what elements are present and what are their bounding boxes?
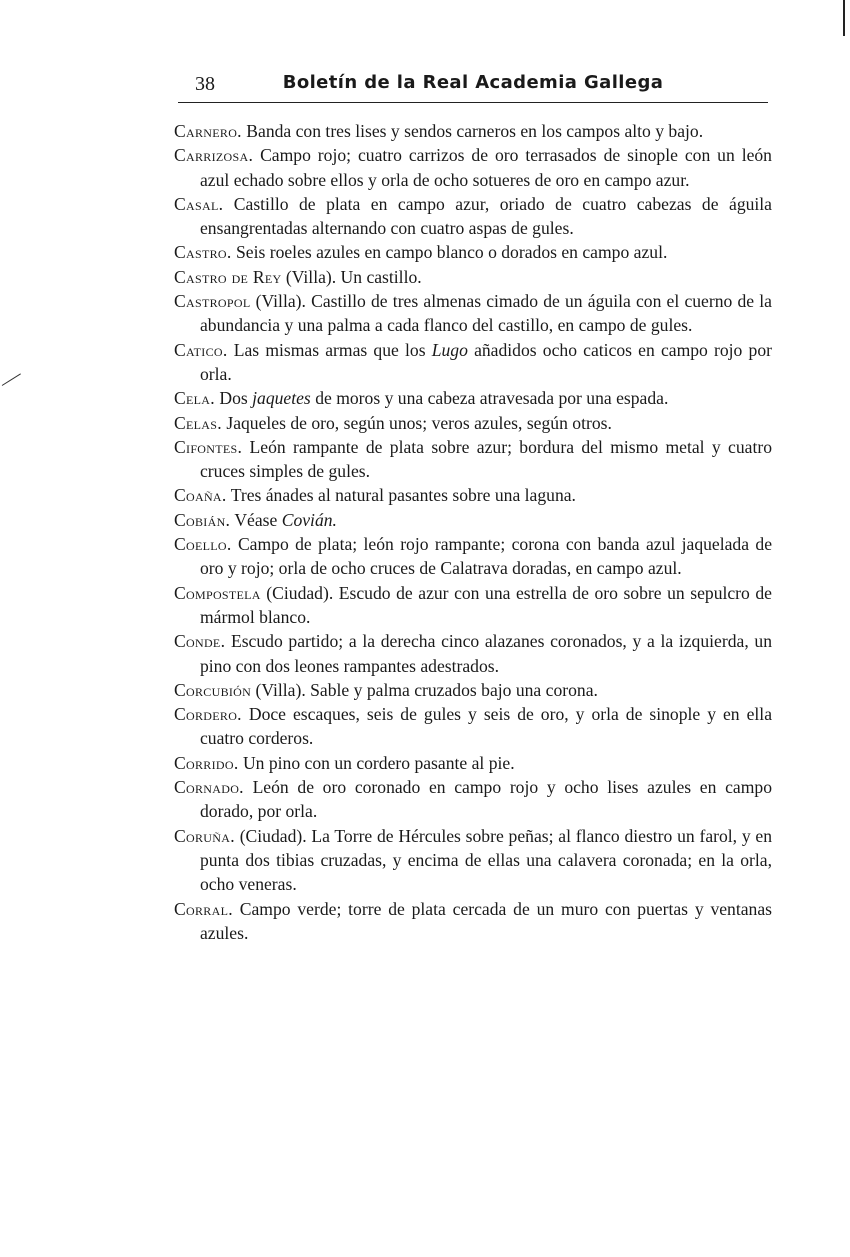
entry	[174, 411, 772, 435]
entry-text: Tres ánades al natural pasantes sobre una laguna.	[230, 485, 576, 506]
entry-italic-text: Covián.	[281, 509, 337, 530]
entry	[174, 581, 772, 630]
entry-list	[174, 119, 772, 945]
entry	[174, 265, 772, 289]
entry-headword: Cifontes.	[174, 436, 243, 457]
entry	[174, 289, 772, 338]
entry	[174, 338, 772, 387]
entry-headword: Casal.	[174, 193, 224, 214]
entry-headword: Carnero.	[174, 121, 242, 141]
entry	[174, 483, 772, 507]
entry-text: Las mismas armas que los	[233, 339, 426, 360]
entry	[174, 119, 772, 143]
entry-text: Véase	[234, 509, 278, 530]
entry-text: Doce escaques, seis de gules y seis de oro, y orla de sinople y en ella cuatro corderos.	[200, 704, 772, 749]
entry-text: Un pino con un cordero pasante al pie.	[242, 752, 515, 773]
entry-headword: Castro.	[174, 242, 232, 263]
entry-italic-text: Lugo	[431, 339, 468, 360]
page-edge-mark	[843, 0, 845, 36]
entry-text: Escudo partido; a la derecha cinco alazanes coronados, y a la izquierda, un pino con dos leones rampantes adestrados.	[200, 631, 772, 676]
entry-text: Seis roeles azules en campo blanco o dorados en campo azul.	[235, 242, 668, 263]
entry	[174, 435, 772, 484]
entry-headword: Coaña.	[174, 485, 227, 506]
entry	[174, 386, 772, 410]
margin-pencil-mark	[2, 373, 21, 386]
entry	[174, 702, 772, 751]
entry-text: (Villa). Castillo de tres almenas cimado de un águila con el cuerno de la abundancia y una palma a cada flanco del castillo, en campo de gules.	[200, 291, 772, 336]
entry	[174, 508, 772, 532]
entry	[174, 240, 772, 264]
entry-headword: Corcubión	[174, 679, 252, 700]
entry-text: (Ciudad). La Torre de Hércules sobre peñas; al flanco diestro un farol, y en punta dos tibias cruzadas, y encima de ellas una calavera coronada; en la orla, ocho veneras.	[200, 825, 773, 895]
entry-text: Campo rojo; cuatro carrizos de oro terrasados de sinople con un león azul echado sobre ellos y orla de ocho sotueres de oro en campo azur.	[200, 145, 772, 190]
entry	[174, 532, 772, 581]
entry-headword: Castropol	[174, 291, 251, 312]
entry-headword: Carrizosa.	[174, 145, 254, 166]
page-header	[178, 68, 768, 103]
running-title: Boletín de la Real Academia Gallega	[282, 72, 664, 93]
entry	[174, 775, 772, 824]
entry-headword: Coello.	[174, 534, 232, 555]
entry-text: añadidos ocho caticos en campo rojo por orla.	[200, 339, 772, 384]
entry	[174, 629, 772, 678]
entry-text: de moros y una cabeza atravesada por una espada.	[315, 388, 669, 409]
entry	[174, 751, 772, 775]
entry-text: León rampante de plata sobre azur; bordura del mismo metal y cuatro cruces simples de gules.	[200, 436, 772, 482]
entry-text: Jaqueles de oro, según unos; veros azules, según otros.	[226, 412, 612, 433]
entry-headword: Cela.	[174, 388, 215, 409]
entry-text: (Ciudad). Escudo de azur con una estrella de oro sobre un sepulcro de mármol blanco.	[200, 582, 772, 627]
entry	[174, 824, 772, 897]
entry-headword: Conde.	[174, 631, 226, 652]
entry-headword: Corrido.	[174, 752, 239, 773]
entry-text: (Villa). Sable y palma cruzados bajo una corona.	[255, 679, 598, 700]
entry	[174, 192, 772, 241]
entry-text: Castillo de plata en campo azur, oriado de cuatro cabezas de águila ensangrentadas alternando con cuatro aspas de gules.	[200, 193, 772, 239]
entry-headword: Catico.	[174, 339, 228, 360]
entry-headword: Castro de Rey	[174, 266, 282, 287]
entry-italic-text: jaquetes	[252, 388, 311, 409]
page-number: 38	[195, 73, 215, 95]
entry-text: Campo de plata; león rojo rampante; corona con banda azul jaquelada de oro y rojo; orla de ocho cruces de Calatrava doradas, en campo azul.	[200, 534, 773, 579]
entry-headword: Corral.	[174, 898, 233, 919]
entry-text: Dos	[219, 388, 248, 409]
entry-text: León de oro coronado en campo rojo y ocho lises azules en campo dorado, por orla.	[200, 777, 772, 822]
entry-text: (Villa). Un castillo.	[285, 266, 422, 287]
entry-text: Banda con tres lises y sendos carneros en los campos alto y bajo.	[246, 121, 704, 141]
entry	[174, 678, 772, 702]
entry-text: Campo verde; torre de plata cercada de un muro con puertas y ventanas azules.	[200, 898, 772, 943]
entry	[174, 143, 772, 192]
entry-headword: Cobián.	[174, 509, 231, 530]
entry-headword: Compostela	[174, 582, 261, 603]
entry-headword: Cornado.	[174, 777, 244, 798]
entry	[174, 897, 772, 946]
entry-headword: Cordero.	[174, 704, 242, 725]
entry-headword: Celas.	[174, 412, 222, 433]
entry-headword: Coruña.	[174, 825, 235, 846]
